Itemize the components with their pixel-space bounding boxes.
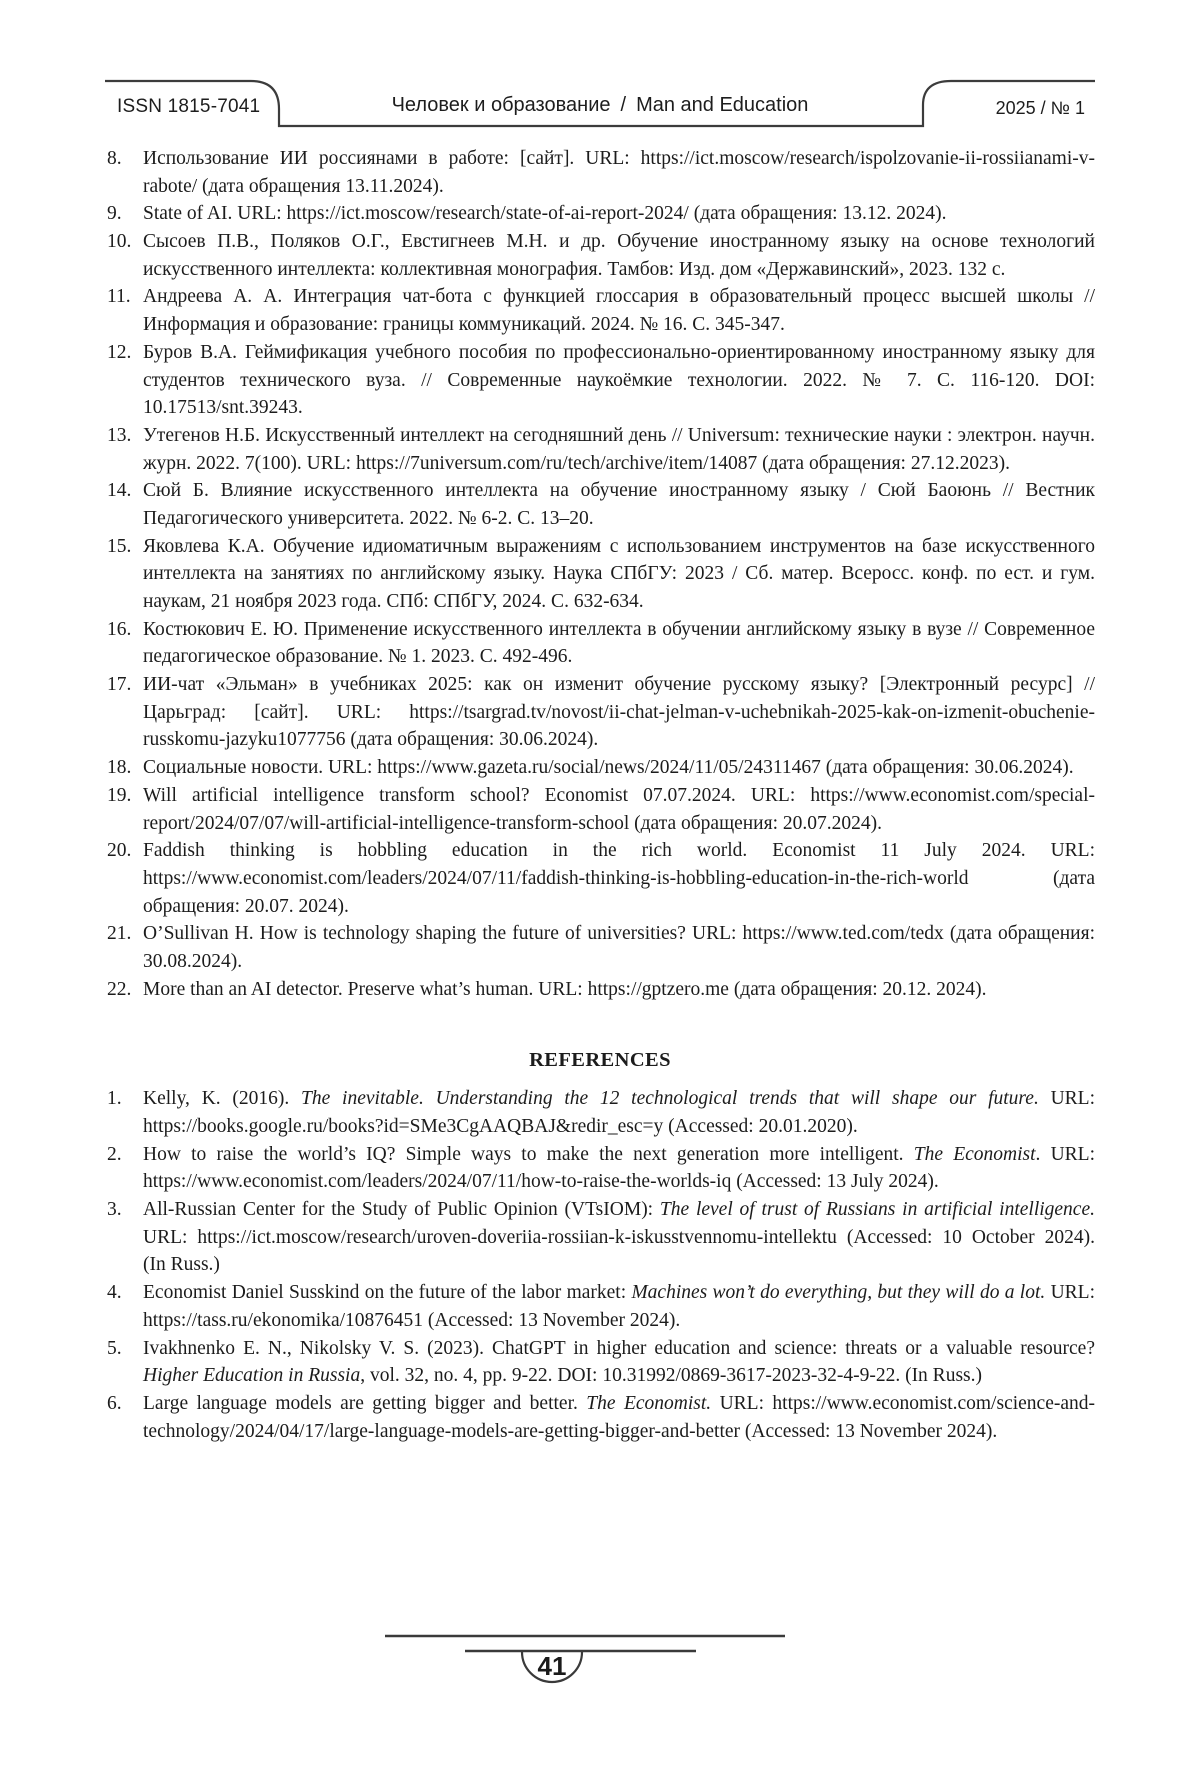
reference-item: State of AI. URL: https://ict.moscow/research/state-of-ai-report-2024/ (дата обращения: 13.12. 2024).	[143, 203, 947, 225]
reference-item: Ivakhnenko E. N., Nikolsky V. S. (2023). ChatGPT in higher education and science: threats or a valuable resource? Higher Education in Russia, vol. 32, no. 4, pp. 9-22. DOI: 10.31992/0869-3617-2023-32-4-9-22. (In Russ.)	[143, 1337, 1095, 1387]
issn-label: ISSN 1815-7041	[117, 96, 261, 117]
reference-item: All-Russian Center for the Study of Public Opinion (VTsIOM): The level of trust of Russians in artificial intelligence. URL: https://ict.moscow/research/uroven-doveriia-rossiian-k-iskusstvennomu-intellektu (Accessed: 10 October 2024). (In Russ.)	[143, 1199, 1095, 1276]
reference-item: Economist Daniel Susskind on the future of the labor market: Machines won’t do everything, but they will do a lot. URL: https://tass.ru/ekonomika/10876451 (Accessed: 13 November 2024).	[143, 1282, 1096, 1331]
reference-item: Утегенов Н.Б. Искусственный интеллект на сегодняшний день // Universum: технические науки : электрон. научн. журн. 2022. 7(100). URL: https://7universum.com/ru/tech/archive/item/14087 (дата обращения: 27.12.2023).	[143, 424, 1095, 474]
reference-item: Kelly, K. (2016). The inevitable. Understanding the 12 technological trends that will shape our future. URL: https://books.google.ru/books?id=SMe3CgAAQBAJ&redir_esc=y (Accessed: 20.01.2020).	[143, 1088, 1096, 1137]
reference-item: O’Sullivan H. How is technology shaping the future of universities? URL: https://www.ted.com/tedx (дата обращения: 30.08.2024).	[143, 923, 1095, 972]
journal-title-divider: /	[620, 94, 627, 116]
reference-item: Яковлева К.А. Обучение идиоматичным выражениям с использованием инструментов на базе искусственного интеллекта на занятиях по английскому языку. Наука СПбГУ: 2023 / Сб. матер. Всеросс. конф. по ест. и гум. наукам, 21 ноября 2023 года. СПб: СПбГУ, 2024. С. 632-634.	[143, 535, 1095, 612]
journal-title	[105, 94, 1095, 117]
page-footer	[330, 1628, 840, 1708]
reference-item: ИИ-чат «Эльман» в учебниках 2025: как он изменит обучение русскому языку? [Электронный ресурс] // Царьград: [сайт]. URL: https://tsargrad.tv/novost/ii-chat-jelman-v-uchebnikah-2025-kak-on-izmenit-obuchenie-russkomu-jazyku1077756 (дата обращения: 30.06.2024).	[143, 674, 1095, 751]
russian-reference-list	[105, 145, 1095, 1003]
reference-item: Will artificial intelligence transform school? Economist 07.07.2024. URL: https://www.economist.com/special-report/2024/07/07/will-artificial-intelligence-transform-school (дата обращения: 20.07.2024).	[143, 784, 1095, 834]
journal-header	[105, 74, 1095, 130]
reference-item: More than an AI detector. Preserve what’s human. URL: https://gptzero.me (дата обращения: 20.12. 2024).	[143, 978, 987, 1000]
reference-item: Буров В.А. Геймификация учебного пособия по профессионально-ориентированному иностранному языку для студентов технического вуза. // Современные наукоёмкие технологии. 2022. № 7. С. 116-120. DOI: 10.17513/snt.39243.	[143, 341, 1095, 419]
journal-title-en: Man and Education	[636, 94, 809, 116]
reference-item: Сюй Б. Влияние искусственного интеллекта на обучение иностранному языку / Сюй Баоюнь // Вестник Педагогического университета. 2022. № 6-2. С. 13–20.	[143, 480, 1095, 529]
reference-item: Использование ИИ россиянами в работе: [сайт]. URL: https://ict.moscow/research/ispolzovanie-ii-rossiianami-v-rabote/ (дата обращения 13.11.2024).	[143, 148, 1095, 197]
reference-item: Сысоев П.В., Поляков О.Г., Евстигнеев М.Н. и др. Обучение иностранному языку на основе технологий искусственного интеллекта: коллективная монография. Тамбов: Изд. дом «Державинский», 2023. 132 с.	[143, 231, 1095, 280]
journal-title-ru: Человек и образование	[391, 94, 611, 116]
reference-item: How to raise the world’s IQ? Simple ways to make the next generation more intelligent. The Economist. URL: https://www.economist.com/leaders/2024/07/11/how-to-raise-the-worlds-iq (Accessed: 13 July 2024).	[143, 1143, 1095, 1193]
reference-item: Андреева А. А. Интеграция чат-бота с функцией глоссария в образовательный процесс высшей школы // Информация и образование: границы коммуникаций. 2024. № 16. С. 345-347.	[143, 286, 1095, 336]
reference-item: Костюкович Е. Ю. Применение искусственного интеллекта в обучении английскому языку в вузе // Современное педагогическое образование. № 1. 2023. С. 492-496.	[143, 618, 1095, 668]
reference-item: Социальные новости. URL: https://www.gazeta.ru/social/news/2024/11/05/24311467 (дата обращения: 30.06.2024).	[143, 757, 1074, 779]
page-number: 41	[537, 1651, 567, 1681]
references-page-content	[105, 132, 1095, 1445]
reference-item: Faddish thinking is hobbling education in the rich world. Economist 11 July 2024. URL: https://www.economist.com/leaders/2024/07/11/faddish-thinking-is-hobbling-education-in-the-rich-world (дата обращения: 20.07. 2024).	[143, 840, 1095, 917]
reference-item: Large language models are getting bigger and better. The Economist. URL: https://www.economist.com/science-and-technology/2024/04/17/large-language-models-are-getting-bigger-and-better (Accessed: 13 November 2024).	[143, 1392, 1095, 1442]
issue-label: 2025 / № 1	[995, 98, 1085, 118]
english-reference-list	[105, 1085, 1095, 1445]
references-heading: REFERENCES	[529, 1049, 671, 1072]
